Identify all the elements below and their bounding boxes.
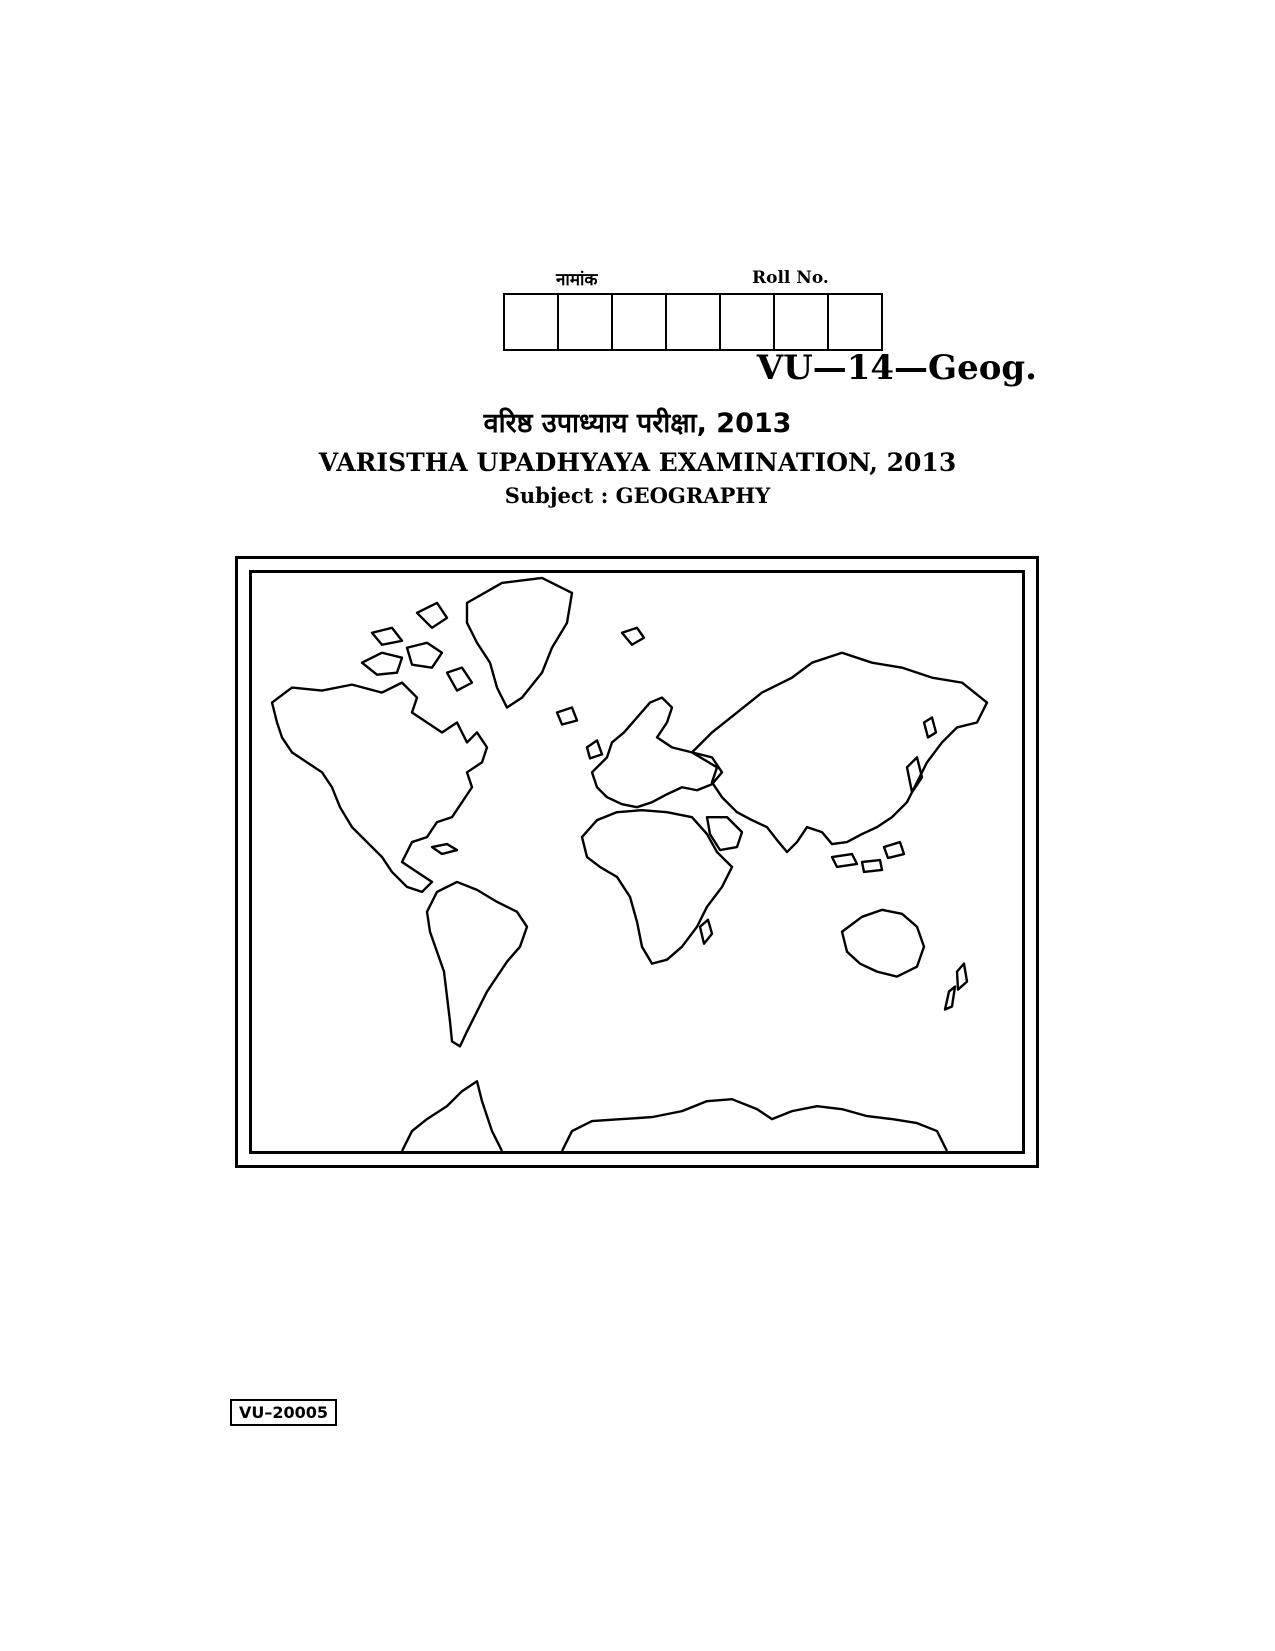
- roll-number-box[interactable]: [613, 295, 667, 349]
- europe-outline: [592, 698, 722, 808]
- roll-number-box[interactable]: [505, 295, 559, 349]
- south-america-outline: [427, 882, 527, 1046]
- exam-title: VARISTHA UPADHYAYA EXAMINATION, 2013: [318, 448, 957, 477]
- roll-number-box[interactable]: [559, 295, 613, 349]
- north-america-outline: [272, 683, 487, 892]
- roll-number-box[interactable]: [721, 295, 775, 349]
- paper-code: VU—14—Geog.: [756, 348, 1037, 388]
- roll-number-label: Roll No.: [752, 268, 829, 288]
- exam-title-hindi: वरिष्ठ उपाध्याय परीक्षा, 2013: [483, 408, 792, 439]
- roll-number-boxes: [503, 293, 883, 351]
- roll-number-label-hindi: नामांक: [556, 270, 598, 290]
- greenland-outline: [467, 578, 572, 708]
- roll-number-box[interactable]: [667, 295, 721, 349]
- world-map-frame: [235, 556, 1039, 1168]
- world-map: [249, 570, 1025, 1154]
- roll-number-box[interactable]: [829, 295, 883, 349]
- australia-outline: [842, 910, 924, 977]
- roll-number-box[interactable]: [775, 295, 829, 349]
- world-map-outline: [252, 573, 1022, 1151]
- exam-subject: Subject : GEOGRAPHY: [504, 483, 771, 508]
- footer-code: VU–20005: [230, 1399, 337, 1426]
- antarctica-outline: [402, 1081, 502, 1151]
- asia-outline: [692, 653, 987, 852]
